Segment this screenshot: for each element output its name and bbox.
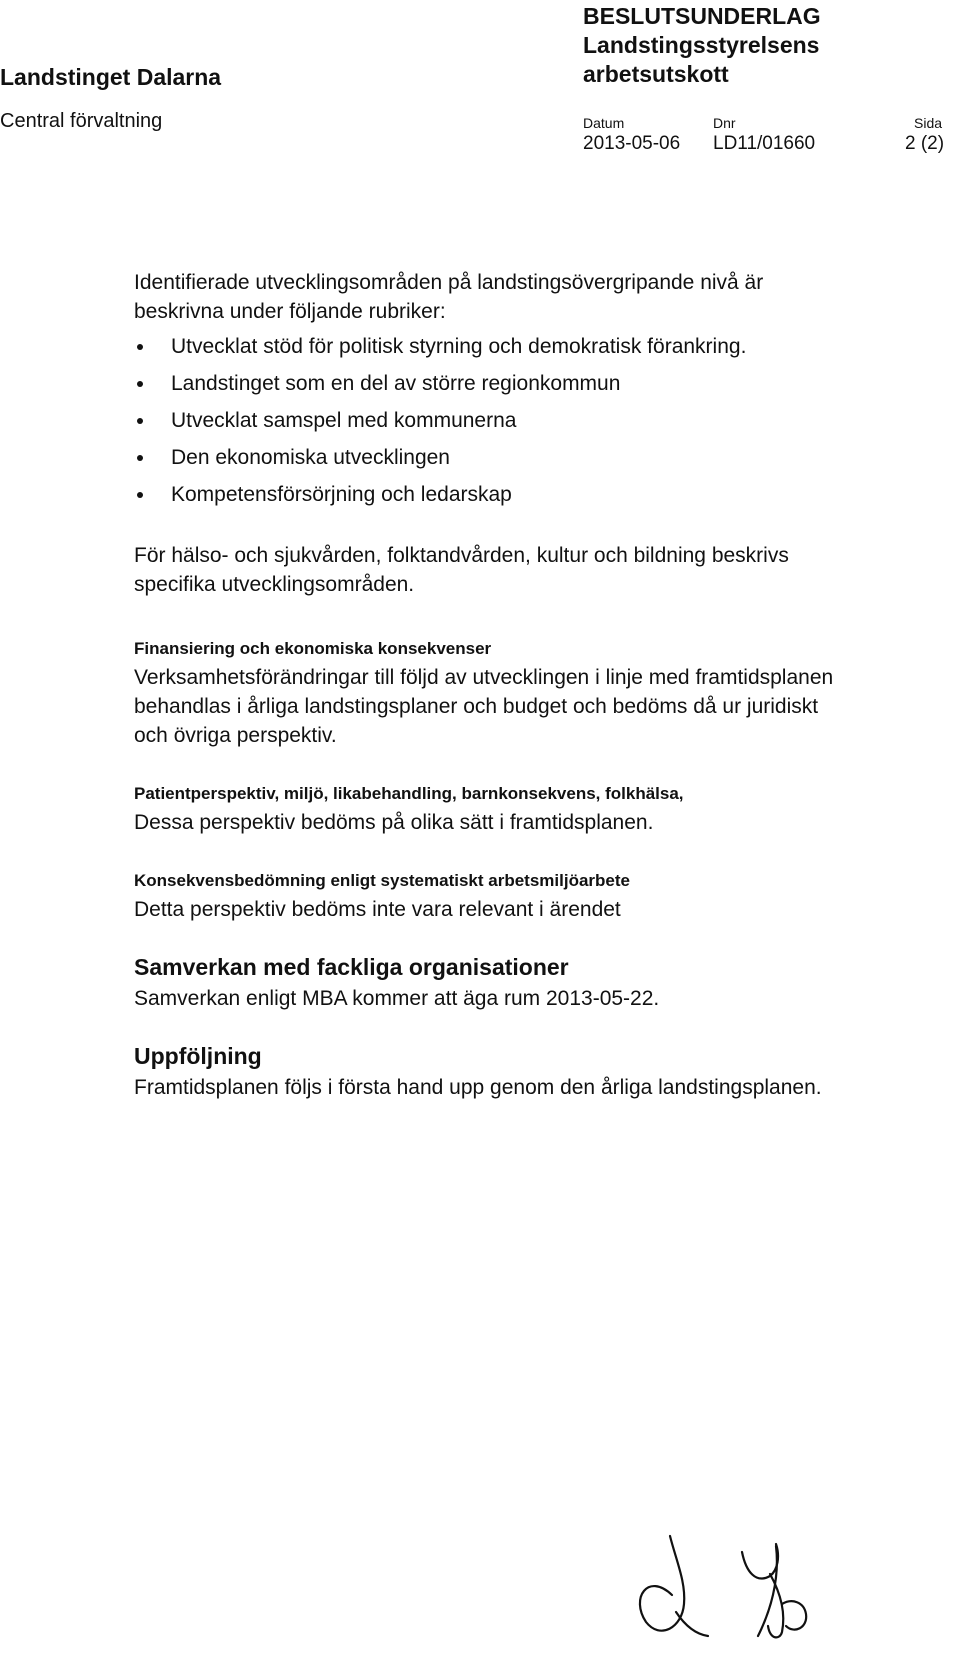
- consequence-body: Detta perspektiv bedöms inte vara relevant i ärendet: [134, 898, 621, 921]
- financing-line: behandlas i årliga landstingsplaner och budget och bedöms då ur juridiskt: [134, 695, 819, 718]
- financing-line: Verksamhetsförändringar till följd av utvecklingen i linje med framtidsplanen: [134, 666, 834, 689]
- document-type-line: BESLUTSUNDERLAG: [583, 3, 821, 29]
- consequence-heading: Konsekvensbedömning enligt systematiskt arbetsmiljöarbete: [134, 871, 630, 890]
- followup-heading: Uppföljning: [134, 1043, 262, 1069]
- financing-line: och övriga perspektiv.: [134, 724, 337, 747]
- intro-line: beskrivna under följande rubriker:: [134, 300, 446, 323]
- patient-heading: Patientperspektiv, miljö, likabehandling, barnkonsekvens, folkhälsa,: [134, 784, 684, 803]
- list-item-text: Den ekonomiska utvecklingen: [171, 446, 450, 469]
- document-body: [134, 268, 960, 1102]
- date-value: 2013-05-06: [583, 133, 681, 154]
- list-item: [134, 480, 960, 517]
- list-item-text: Landstinget som en del av större regionkommun: [171, 372, 621, 395]
- list-item: [134, 443, 960, 480]
- intro-line: Identifierade utvecklingsområden på landstingsövergripande nivå är: [134, 271, 764, 294]
- document-type-line: Landstingsstyrelsens: [583, 32, 820, 58]
- organization-name: Landstinget Dalarna: [0, 64, 222, 90]
- patient-body: Dessa perspektiv bedöms på olika sätt i framtidsplanen.: [134, 811, 654, 834]
- specifics-line: För hälso- och sjukvården, folktandvården, kultur och bildning beskrivs: [134, 544, 789, 567]
- cooperation-heading: Samverkan med fackliga organisationer: [134, 954, 569, 980]
- list-item: [134, 332, 960, 369]
- list-item-text: Kompetensförsörjning och ledarskap: [171, 483, 512, 506]
- bullet-icon: [137, 381, 143, 387]
- bullet-icon: [137, 418, 143, 424]
- bullet-icon: [137, 344, 143, 350]
- bullet-icon: [137, 492, 143, 498]
- financing-heading: Finansiering och ekonomiska konsekvenser: [134, 639, 492, 658]
- document-type: [583, 2, 821, 89]
- dnr-value: LD11/01660: [713, 133, 816, 154]
- list-item-text: Utvecklat stöd för politisk styrning och demokratisk förankring.: [171, 335, 747, 358]
- cooperation-body: Samverkan enligt MBA kommer att äga rum 2013-05-22.: [134, 987, 660, 1010]
- list-item: [134, 369, 960, 406]
- dnr-label: Dnr: [713, 115, 736, 131]
- page-label: Sida: [914, 115, 943, 131]
- signature-initials-icon: [620, 1500, 920, 1640]
- page-value: 2 (2): [905, 133, 945, 154]
- list-item-text: Utvecklat samspel med kommunerna: [171, 409, 517, 432]
- date-label: Datum: [583, 115, 625, 131]
- document-type-line: arbetsutskott: [583, 61, 729, 87]
- specifics-line: specifika utvecklingsområden.: [134, 573, 415, 596]
- department-name: Central förvaltning: [0, 110, 163, 132]
- development-areas-list: [134, 332, 960, 517]
- followup-body: Framtidsplanen följs i första hand upp genom den årliga landstingsplanen.: [134, 1076, 822, 1099]
- list-item: [134, 406, 960, 443]
- bullet-icon: [137, 455, 143, 461]
